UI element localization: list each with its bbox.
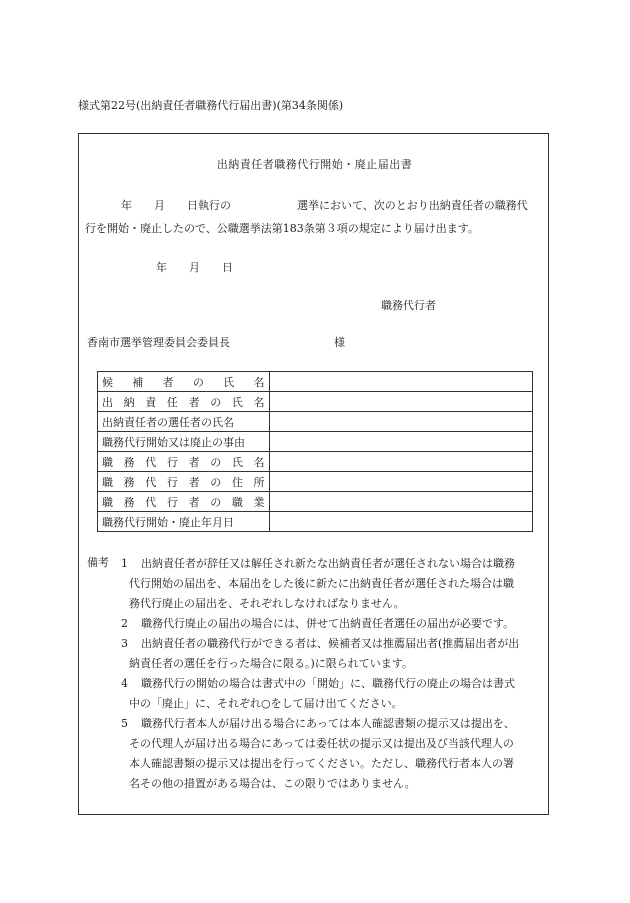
row-label bbox=[98, 372, 270, 392]
note-number: 4 bbox=[121, 677, 128, 690]
note-line: 職務代行廃止の届出の場合には、併せて出納責任者選任の届出が必要です。 bbox=[141, 617, 515, 630]
table-row bbox=[98, 432, 533, 452]
notes-heading: 備考 bbox=[87, 556, 109, 569]
note-item bbox=[121, 614, 547, 634]
row-label-text: 候 補 者 の 氏 名 bbox=[102, 375, 265, 389]
note-line: その代理人が届け出る場合にあっては委任状の提示又は提出及び当該代理人の bbox=[129, 737, 514, 750]
table-row bbox=[98, 392, 533, 412]
honorific: 様 bbox=[334, 336, 345, 349]
row-label: 職務代行開始・廃止年月日 bbox=[98, 512, 270, 532]
note-item bbox=[121, 634, 547, 674]
table-row bbox=[98, 412, 533, 432]
intro-line-1 bbox=[121, 197, 528, 213]
row-label bbox=[98, 472, 270, 492]
note-item bbox=[121, 554, 547, 614]
note-line: 納責任者の選任を行った場合に限る。)に限られています。 bbox=[129, 657, 413, 670]
note-number: 3 bbox=[121, 637, 128, 650]
note-line: 出納責任者が辞任又は解任され新たな出納責任者が選任されない場合は職務 bbox=[141, 557, 515, 570]
row-label bbox=[98, 452, 270, 472]
row-label-text: 職 務 代 行 者 の 住 所 bbox=[102, 475, 265, 489]
row-label bbox=[98, 492, 270, 512]
note-item bbox=[121, 674, 547, 714]
note-line: 職務代行者本人が届け出る場合にあっては本人確認書類の提示又は提出を、 bbox=[141, 717, 515, 730]
form-number: 様式第22号(出納責任者職務代行届出書)(第34条関係) bbox=[78, 99, 344, 112]
table-row bbox=[98, 512, 533, 532]
note-number: 1 bbox=[121, 557, 128, 570]
note-line: 出納責任者の職務代行ができる者は、候補者又は推薦届出者(推薦届出者が出 bbox=[141, 637, 520, 650]
note-line: 名その他の措置がある場合は、この限りではありません。 bbox=[129, 777, 416, 790]
row-value-field[interactable] bbox=[269, 512, 532, 532]
row-label: 職務代行開始又は廃止の事由 bbox=[98, 432, 270, 452]
note-line: 職務代行の開始の場合は書式中の「開始」に、職務代行の廃止の場合は書式 bbox=[141, 677, 515, 690]
row-value-field[interactable] bbox=[269, 492, 532, 512]
row-value-field[interactable] bbox=[269, 472, 532, 492]
note-item bbox=[121, 714, 547, 794]
addressee: 香南市選挙管理委員会委員長 bbox=[87, 336, 230, 349]
table-row bbox=[98, 472, 533, 492]
row-label-text: 出 納 責 任 者 の 氏 名 bbox=[102, 395, 265, 409]
note-line: 中の「廃止」に、それぞれ○をして届け出てください。 bbox=[129, 697, 403, 710]
submission-date bbox=[156, 259, 233, 275]
intro-month: 月 bbox=[154, 199, 165, 212]
note-number: 5 bbox=[121, 717, 128, 730]
intro-day-exec: 日執行の bbox=[187, 199, 231, 212]
info-table bbox=[97, 371, 533, 532]
table-row bbox=[98, 452, 533, 472]
note-line: 代行開始の届出を、本届出をした後に新たに出納責任者が選任された場合は職 bbox=[129, 577, 514, 590]
intro-election: 選挙において、次のとおり出納責任者の職務代 bbox=[297, 199, 528, 212]
table-row bbox=[98, 492, 533, 512]
row-label: 出納責任者の選任者の氏名 bbox=[98, 412, 270, 432]
table-row bbox=[98, 372, 533, 392]
date-day: 日 bbox=[222, 261, 233, 274]
row-value-field[interactable] bbox=[269, 372, 532, 392]
row-label bbox=[98, 392, 270, 412]
row-label-text: 職 務 代 行 者 の 氏 名 bbox=[102, 455, 265, 469]
note-line: 本人確認書類の提示又は提出を行ってください。ただし、職務代行者本人の署 bbox=[129, 757, 514, 770]
row-value-field[interactable] bbox=[269, 412, 532, 432]
date-month: 月 bbox=[189, 261, 200, 274]
intro-year: 年 bbox=[121, 199, 132, 212]
row-value-field[interactable] bbox=[269, 432, 532, 452]
row-value-field[interactable] bbox=[269, 392, 532, 412]
intro-line-2: 行を開始・廃止したので、公職選挙法第183条第３項の規定により届け出ます。 bbox=[85, 222, 479, 235]
row-value-field[interactable] bbox=[269, 452, 532, 472]
date-year: 年 bbox=[156, 261, 167, 274]
form-frame bbox=[78, 133, 549, 815]
note-line: 務代行廃止の届出を、それぞれしなければなりません。 bbox=[129, 597, 405, 610]
note-number: 2 bbox=[121, 617, 128, 630]
form-title: 出納責任者職務代行開始・廃止届出書 bbox=[216, 158, 413, 171]
agent-label: 職務代行者 bbox=[381, 299, 436, 312]
row-label-text: 職 務 代 行 者 の 職 業 bbox=[102, 495, 265, 509]
